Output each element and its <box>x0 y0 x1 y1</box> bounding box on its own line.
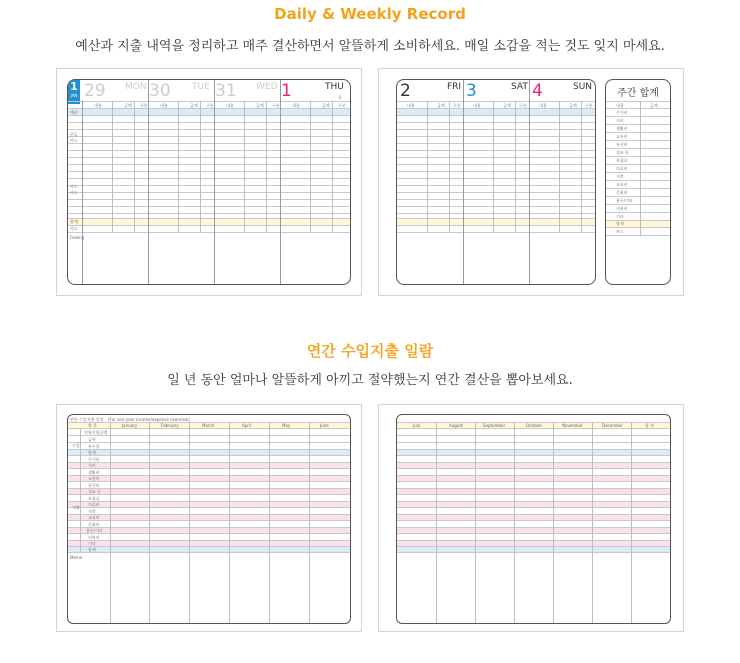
summary-row-label: 보험료 <box>616 158 628 163</box>
month-header: December <box>602 423 623 428</box>
summary-col-label: 금액 <box>650 103 658 108</box>
annual-row-label: 용돈/기타 <box>86 528 103 533</box>
col-label: 구분 <box>453 103 461 108</box>
col-label: 구분 <box>272 103 280 108</box>
annual-heading: 연간 수입지출 일람 <box>70 417 104 422</box>
annual-row-label: 교통비 <box>88 476 100 481</box>
col-label: 내용 <box>473 103 481 108</box>
col-label: 내용 <box>292 103 300 108</box>
weekly-left-page <box>67 79 351 285</box>
annual-row-label: 경조 등 <box>88 489 101 494</box>
annual-row-label: 생활비 <box>88 470 100 475</box>
expense-side-label: 지출 <box>72 505 80 510</box>
summary-row-label: 경조 등 <box>616 150 629 155</box>
col-label: 내용 <box>160 103 168 108</box>
annual-row-label: 의료비 <box>88 502 100 507</box>
col-label: 구분 <box>519 103 527 108</box>
col-label: 금액 <box>256 103 264 108</box>
thu-sub-label: 목 <box>338 95 342 100</box>
day-number-1: 29 <box>84 81 106 101</box>
annual-right-frame <box>378 404 684 632</box>
row-label: 합계 <box>70 219 78 224</box>
row-label: 예산 <box>70 110 78 115</box>
weekly-right-frame <box>378 68 684 296</box>
col-label: 내용 <box>94 103 102 108</box>
section-subtitle-daily-weekly: 예산과 지출 내역을 정리하고 매주 결산하면서 알뜰하게 소비하세요. 매일 소감을 적는 것도 잊지 마세요. <box>75 39 665 54</box>
day-name-2: TUE <box>192 82 210 92</box>
summary-row-label: 합계 <box>616 221 624 226</box>
col-label: 금액 <box>569 103 577 108</box>
annual-row-label: 의복비 <box>88 535 100 540</box>
annual-row-label: 주거비 <box>88 457 100 462</box>
section-title-annual: 연간 수입지출 일람 <box>306 342 434 360</box>
summary-row-label: 저축 <box>616 174 624 179</box>
header-divider <box>68 101 350 102</box>
day-name-5: FRI <box>447 82 462 92</box>
memo-label: Memo <box>70 555 83 560</box>
section-title-daily-weekly: Daily & Weekly Record <box>274 5 466 23</box>
month-header: August <box>449 423 463 428</box>
income-side-label: 수입 <box>72 443 80 448</box>
day-name-3: WED <box>256 82 278 92</box>
summary-row-label: 식비 <box>616 118 624 123</box>
col-label: 내용 <box>539 103 547 108</box>
weekly-summary-title: 주간 합계 <box>617 88 659 99</box>
day-name-7: SUN <box>573 82 593 92</box>
total-header: 합 계 <box>645 423 654 428</box>
summary-row-label: 용돈/기타 <box>616 198 633 203</box>
summary-row-label: 주거비 <box>616 110 628 115</box>
day-number-5: 2 <box>400 81 411 101</box>
col-label: 구분 <box>585 103 593 108</box>
summary-row-label: 의복비 <box>616 206 628 211</box>
col-label: 내용 <box>407 103 415 108</box>
month-number: 1 <box>70 80 78 93</box>
day-name-1: MON <box>125 82 147 92</box>
day-name-6: SAT <box>511 82 528 92</box>
row-label: 카드 <box>70 184 78 189</box>
row-label: 현금 <box>70 132 78 137</box>
annual-row-label: 문화비 <box>88 522 100 527</box>
col-label: 금액 <box>322 103 330 108</box>
row-label: 카드 <box>70 190 78 195</box>
day-number-6: 3 <box>466 81 477 101</box>
summary-row-label: 카드 <box>616 229 624 234</box>
summary-col-label: 내용 <box>616 103 624 108</box>
day-number-3: 31 <box>215 81 237 101</box>
month-header: March <box>202 423 215 428</box>
annual-row-label: 보험료 <box>88 496 100 501</box>
summary-row-label: 교육비 <box>616 182 628 187</box>
summary-row-label: 의료비 <box>616 166 628 171</box>
summary-row-label: 문화비 <box>616 190 628 195</box>
annual-row-label: 저축 <box>88 509 96 514</box>
annual-heading-note: (For one year income/expense overview) <box>108 417 190 422</box>
month-header: May <box>282 423 291 428</box>
annual-row-label: 합계 <box>88 450 96 455</box>
col-label: 금액 <box>503 103 511 108</box>
month-header: November <box>562 423 583 428</box>
annual-row-label: 기타 <box>88 541 96 546</box>
month-header: June <box>320 423 329 428</box>
summary-row-label: 통신비 <box>616 142 628 147</box>
col-label: 구분 <box>338 103 346 108</box>
col-label: 구분 <box>140 103 148 108</box>
annual-row-label: 교육비 <box>88 515 100 520</box>
col-label: 금액 <box>437 103 445 108</box>
row-label: 카드 <box>70 138 78 143</box>
annual-row-label: 통신비 <box>88 483 100 488</box>
annual-row-label: 식비 <box>88 463 96 468</box>
section-subtitle-annual: 일 년 동안 얼마나 알뜰하게 아끼고 절약했는지 연간 결산을 뽑아보세요. <box>167 373 573 388</box>
annual-left-page <box>67 414 351 624</box>
summary-row-label: 기타 <box>616 214 624 219</box>
annual-row-label: 전월이월금액 <box>84 430 108 435</box>
annual-row-label: 급여 <box>88 437 96 442</box>
annual-right-page <box>396 414 671 624</box>
month-header: April <box>242 423 252 428</box>
annual-row-label: 부수입 <box>88 444 100 449</box>
day-number-2: 30 <box>149 81 171 101</box>
weekly-summary-page <box>605 79 671 285</box>
month-label: JAN <box>70 93 78 98</box>
month-header: September <box>483 423 506 428</box>
month-header: July <box>413 423 421 428</box>
summary-row-label: 교통비 <box>616 134 628 139</box>
month-header: January <box>122 423 138 428</box>
weekly-left-frame <box>56 68 362 296</box>
day-number-4: 1 <box>281 81 292 101</box>
annual-row-label: 합계 <box>88 547 96 552</box>
row-label: 카드 <box>70 226 78 231</box>
col-label: 내용 <box>226 103 234 108</box>
month-header: October <box>526 423 543 428</box>
col-label: 금액 <box>190 103 198 108</box>
day-name-4: THU <box>325 82 344 92</box>
day-number-7: 4 <box>532 81 543 101</box>
summary-row-label: 생활비 <box>616 126 628 131</box>
annual-first-col: 항 목 <box>88 423 97 428</box>
weekly-right-page <box>396 79 596 285</box>
month-header: February <box>161 423 179 428</box>
annual-left-frame <box>56 404 362 632</box>
col-label: 금액 <box>124 103 132 108</box>
col-label: 구분 <box>206 103 214 108</box>
row-label-feeling: Feeling <box>70 235 85 240</box>
